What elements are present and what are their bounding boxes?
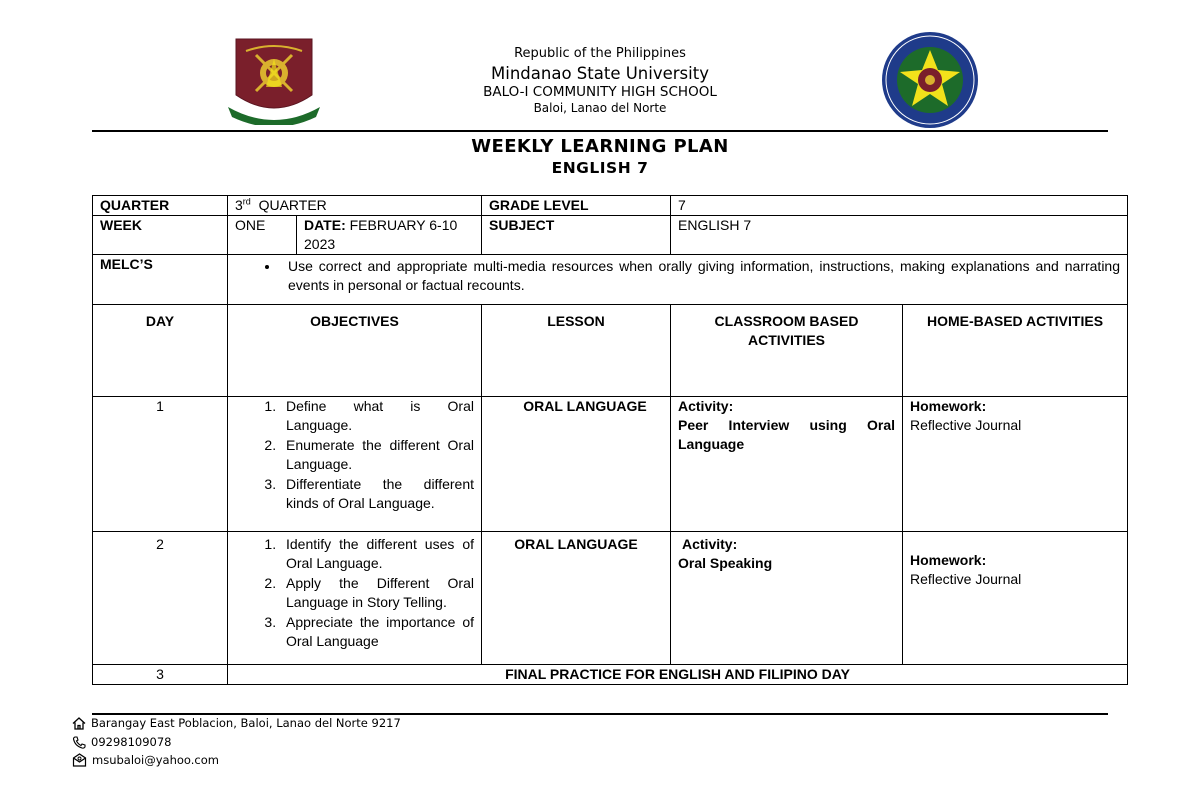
msu-baloi-chs-seal-logo bbox=[880, 30, 980, 130]
plan-subtitle: ENGLISH 7 bbox=[551, 159, 649, 177]
school-name: BALO-I COMMUNITY HIGH SCHOOL bbox=[483, 84, 717, 100]
republic-line: Republic of the Philippines bbox=[514, 46, 686, 61]
homework-text: Reflective Journal bbox=[910, 417, 1022, 433]
day-1-lesson: ORAL LANGUAGE bbox=[482, 397, 671, 532]
week-date-cell bbox=[228, 216, 482, 255]
day-2-lesson: ORAL LANGUAGE bbox=[482, 532, 671, 665]
subject-value: ENGLISH 7 bbox=[671, 216, 1128, 255]
objective-item: 2. Apply the Different Oral Language in Story Telling. bbox=[280, 574, 474, 612]
day-2-number: 2 bbox=[93, 532, 228, 665]
footer-address: Barangay East Poblacion, Baloi, Lanao del Norte 9217 bbox=[72, 716, 401, 730]
activity-label: Activity: bbox=[678, 398, 734, 414]
homework-text: Reflective Journal bbox=[910, 571, 1022, 587]
plan-title: WEEKLY LEARNING PLAN bbox=[471, 136, 729, 157]
activity-text: Oral Speaking bbox=[678, 555, 773, 571]
footer-divider bbox=[92, 713, 1108, 715]
footer-email: msubaloi@yahoo.com bbox=[72, 753, 219, 767]
university-name: Mindanao State University bbox=[491, 64, 709, 83]
melc-item: • Use correct and appropriate multi-media resources when orally giving information, instructions, making explanations and narrating events in personal or factual recounts. bbox=[280, 257, 1120, 295]
objective-item: 3. Appreciate the importance of Oral Language bbox=[280, 613, 474, 651]
home-icon bbox=[72, 717, 86, 730]
footer-phone: 09298109078 bbox=[72, 735, 171, 749]
grade-level-value: 7 bbox=[671, 196, 1128, 216]
objective-item: 1. Define what is Oral Language. bbox=[280, 397, 474, 435]
melc-row bbox=[93, 255, 1128, 305]
activity-label: Activity: bbox=[682, 536, 738, 552]
date-value: DATE: FEBRUARY 6-10 2023 bbox=[304, 217, 458, 252]
header-divider bbox=[92, 130, 1108, 132]
phone-icon bbox=[72, 736, 86, 749]
day-1-classroom-activity bbox=[671, 397, 903, 532]
homework-label: Homework: bbox=[910, 398, 987, 414]
col-home-activities: HOME-BASED ACTIVITIES bbox=[903, 305, 1128, 397]
day-3-number: 3 bbox=[93, 665, 228, 685]
week-row bbox=[93, 216, 1128, 255]
homework-label: Homework: bbox=[910, 552, 987, 568]
day-1-row bbox=[93, 397, 1128, 532]
quarter-row bbox=[93, 196, 1128, 216]
msu-seal-logo bbox=[226, 37, 322, 125]
day-3-row bbox=[93, 665, 1128, 685]
objective-item: 2. Enumerate the different Oral Language. bbox=[280, 436, 474, 474]
day-3-note: FINAL PRACTICE FOR ENGLISH AND FILIPINO DAY bbox=[228, 665, 1128, 685]
objective-item: 1. Identify the different uses of Oral Language. bbox=[280, 535, 474, 573]
day-2-row bbox=[93, 532, 1128, 665]
school-location: Baloi, Lanao del Norte bbox=[533, 101, 667, 115]
day-1-objectives bbox=[228, 397, 482, 532]
weekly-learning-plan-table bbox=[92, 195, 1128, 685]
week-label: WEEK bbox=[93, 216, 228, 255]
grade-level-label: GRADE LEVEL bbox=[482, 196, 671, 216]
melc-label: MELC’S bbox=[93, 255, 228, 305]
day-2-objectives bbox=[228, 532, 482, 665]
quarter-label: QUARTER bbox=[93, 196, 228, 216]
day-2-home-activity bbox=[903, 532, 1128, 665]
subject-label: SUBJECT bbox=[482, 216, 671, 255]
col-classroom-activities: CLASSROOM BASED ACTIVITIES bbox=[671, 305, 903, 397]
day-1-home-activity bbox=[903, 397, 1128, 532]
activity-text: Peer Interview using Oral Language bbox=[678, 417, 895, 452]
col-objectives: OBJECTIVES bbox=[228, 305, 482, 397]
objective-item: 3. Differentiate the different kinds of Oral Language. bbox=[280, 475, 474, 513]
day-1-number: 1 bbox=[93, 397, 228, 532]
week-value: ONE bbox=[228, 216, 297, 254]
col-day: DAY bbox=[93, 305, 228, 397]
column-header-row bbox=[93, 305, 1128, 397]
quarter-value: 3rd QUARTER bbox=[228, 196, 482, 216]
melc-content bbox=[228, 255, 1128, 305]
col-lesson: LESSON bbox=[482, 305, 671, 397]
mail-icon bbox=[72, 753, 87, 767]
day-2-classroom-activity bbox=[671, 532, 903, 665]
